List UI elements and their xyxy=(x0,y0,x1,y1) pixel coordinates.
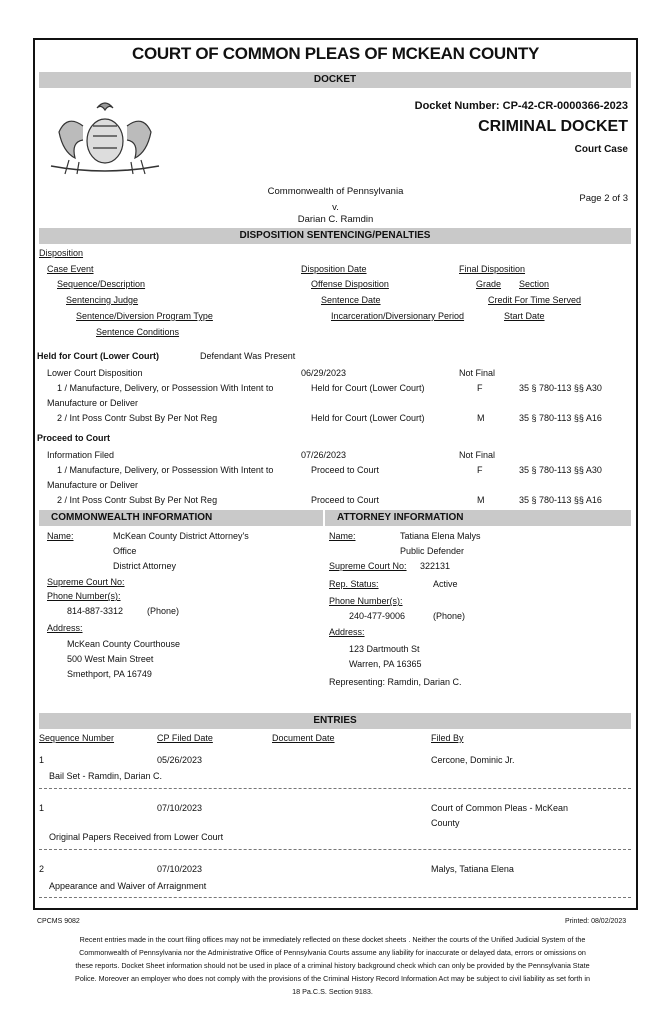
caption-defendant: Darian C. Ramdin xyxy=(297,214,374,225)
form-id: CPCMS 9082 xyxy=(37,918,80,925)
offense-grade: M xyxy=(477,495,485,505)
court-title: COURT OF COMMON PLEAS OF MCKEAN COUNTY xyxy=(132,44,539,63)
commonwealth-address-line: McKean County Courthouse xyxy=(67,639,181,649)
header-sentencing-judge: Sentencing Judge xyxy=(66,295,139,305)
commonwealth-address-label: Address: xyxy=(47,623,83,633)
pennsylvania-coat-of-arms-icon xyxy=(45,96,165,176)
attorney-representing: Representing: Ramdin, Darian C. xyxy=(329,677,462,687)
entry-date: 07/10/2023 xyxy=(157,803,203,813)
disposition-date: 07/26/2023 xyxy=(301,450,347,460)
offense-disposition: Held for Court (Lower Court) xyxy=(311,383,425,393)
offense-description-cont: Manufacture or Deliver xyxy=(47,480,139,490)
header-section: Section xyxy=(519,279,550,289)
header-credit: Credit For Time Served xyxy=(488,295,582,305)
entry-description: Original Papers Received from Lower Court xyxy=(49,832,224,842)
attorney-name-label: Name: xyxy=(329,531,356,541)
attorney-role: Public Defender xyxy=(400,546,465,556)
header-disposition: Disposition xyxy=(39,248,84,258)
attorney-phone-label: Phone Number(s): xyxy=(329,596,403,606)
page-number: Page 2 of 3 xyxy=(579,193,628,204)
attorney-bar: ATTORNEY INFORMATION xyxy=(325,510,631,526)
header-final-disposition: Final Disposition xyxy=(459,264,526,274)
disposition-group-note: Defendant Was Present xyxy=(200,351,296,361)
offense-description: 2 / Int Poss Contr Subst By Per Not Reg xyxy=(57,495,218,505)
caption-v: v. xyxy=(332,202,339,213)
entry-date: 07/10/2023 xyxy=(157,864,203,874)
offense-section: 35 § 780-113 §§ A16 xyxy=(519,413,602,423)
attorney-supreme-label: Supreme Court No: xyxy=(329,561,407,571)
attorney-address-line: Warren, PA 16365 xyxy=(349,659,422,669)
disposition-case-event: Information Filed xyxy=(47,450,115,460)
commonwealth-address-line: Smethport, PA 16749 xyxy=(67,669,152,679)
attorney-rep-status-label: Rep. Status: xyxy=(329,579,379,589)
offense-grade: M xyxy=(477,413,485,423)
entry-filed-by: Court of Common Pleas - McKean xyxy=(431,803,569,813)
commonwealth-phone-type: (Phone) xyxy=(147,606,180,616)
offense-grade: F xyxy=(477,465,483,475)
entry-seq: 1 xyxy=(39,755,45,765)
case-type: Court Case xyxy=(574,144,628,155)
attorney-supreme-no: 322131 xyxy=(420,561,451,571)
header-offense-disposition: Offense Disposition xyxy=(311,279,389,289)
disposition-group-title: Held for Court (Lower Court) xyxy=(37,351,159,361)
disposition-group-title: Proceed to Court xyxy=(37,433,111,443)
offense-description: 1 / Manufacture, Delivery, or Possession With Intent to xyxy=(57,383,274,393)
offense-description: 1 / Manufacture, Delivery, or Possession With Intent to xyxy=(57,465,274,475)
entry-divider xyxy=(39,849,631,850)
entry-divider xyxy=(39,788,631,789)
entry-filed-by: Malys, Tatiana Elena xyxy=(431,864,514,874)
docket-bar: DOCKET xyxy=(39,72,631,88)
commonwealth-address-line: 500 West Main Street xyxy=(67,654,154,664)
docket-type: CRIMINAL DOCKET xyxy=(478,118,628,135)
entry-seq: 2 xyxy=(39,864,45,874)
commonwealth-name: McKean County District Attorney's xyxy=(113,531,249,541)
offense-description: 2 / Int Poss Contr Subst By Per Not Reg xyxy=(57,413,218,423)
entry-filed-by: Cercone, Dominic Jr. xyxy=(431,755,515,765)
offense-section: 35 § 780-113 §§ A30 xyxy=(519,465,602,475)
attorney-address-line: 123 Dartmouth St xyxy=(349,644,420,654)
commonwealth-title: District Attorney xyxy=(113,561,177,571)
header-sentence-conditions: Sentence Conditions xyxy=(96,327,180,337)
offense-grade: F xyxy=(477,383,483,393)
offense-disposition: Proceed to Court xyxy=(311,495,380,505)
commonwealth-phone-label: Phone Number(s): xyxy=(47,591,121,601)
entry-filed-by-cont: County xyxy=(431,818,460,828)
entry-divider xyxy=(39,897,631,898)
offense-disposition: Held for Court (Lower Court) xyxy=(311,413,425,423)
header-grade: Grade xyxy=(476,279,502,289)
disposition-case-event: Lower Court Disposition xyxy=(47,368,143,378)
attorney-phone: 240-477-9006 xyxy=(349,611,406,621)
disposition-bar: DISPOSITION SENTENCING/PENALTIES xyxy=(39,228,631,244)
attorney-name: Tatiana Elena Malys xyxy=(400,531,481,541)
entry-date: 05/26/2023 xyxy=(157,755,203,765)
attorney-address-label: Address: xyxy=(329,627,365,637)
header-sentence-date: Sentence Date xyxy=(321,295,381,305)
commonwealth-name-label: Name: xyxy=(47,531,74,541)
header-incarceration-period: Incarceration/Diversionary Period xyxy=(331,311,465,321)
docket-frame xyxy=(33,38,638,910)
header-program-type: Sentence/Diversion Program Type xyxy=(76,311,213,321)
final-disposition: Not Final xyxy=(459,450,496,460)
header-disposition-date: Disposition Date xyxy=(301,264,367,274)
caption-plaintiff: Commonwealth of Pennsylvania xyxy=(267,186,404,197)
entry-seq: 1 xyxy=(39,803,45,813)
commonwealth-phone: 814-887-3312 xyxy=(67,606,124,616)
docket-number: Docket Number: CP-42-CR-0000366-2023 xyxy=(414,100,628,112)
commonwealth-supreme-label: Supreme Court No: xyxy=(47,577,125,587)
disclaimer: Recent entries made in the court filing offices may not be immediately reflected on these docket sheets . Neither the courts of the Unified Judicial System of the Commonwealth of Pennsylvania nor the Administrative Office of Pennsylvania Courts assume any liability for inaccurate or delayed data, errors or omissions on these reports. Docket Sheet information should not be used in place of a criminal history background check which can only be provided by the Pennsylvania State Police. Moreover an employer who does not comply with the provisions of the Criminal History Record Information Act may be subject to civil liability as set forth in 18 Pa.C.S. Section 9183. xyxy=(75,935,590,996)
entry-description: Appearance and Waiver of Arraignment xyxy=(49,881,207,891)
final-disposition: Not Final xyxy=(459,368,496,378)
attorney-phone-type: (Phone) xyxy=(433,611,466,621)
entries-header-filed-by: Filed By xyxy=(431,733,464,743)
offense-section: 35 § 780-113 §§ A30 xyxy=(519,383,602,393)
printed-date: Printed: 08/02/2023 xyxy=(565,918,627,925)
header-sequence-description: Sequence/Description xyxy=(57,279,146,289)
header-case-event: Case Event xyxy=(47,264,94,274)
entries-header-doc-date: Document Date xyxy=(272,733,335,743)
entries-bar: ENTRIES xyxy=(39,713,631,729)
offense-section: 35 § 780-113 §§ A16 xyxy=(519,495,602,505)
entries-header-cp-filed: CP Filed Date xyxy=(157,733,213,743)
entries-header-seq: Sequence Number xyxy=(39,733,115,743)
commonwealth-bar: COMMONWEALTH INFORMATION xyxy=(39,510,323,526)
offense-disposition: Proceed to Court xyxy=(311,465,380,475)
commonwealth-name-cont: Office xyxy=(113,546,137,556)
offense-description-cont: Manufacture or Deliver xyxy=(47,398,139,408)
disposition-date: 06/29/2023 xyxy=(301,368,347,378)
entry-description: Bail Set - Ramdin, Darian C. xyxy=(49,771,163,781)
header-start-date: Start Date xyxy=(504,311,545,321)
attorney-rep-status: Active xyxy=(433,579,458,589)
